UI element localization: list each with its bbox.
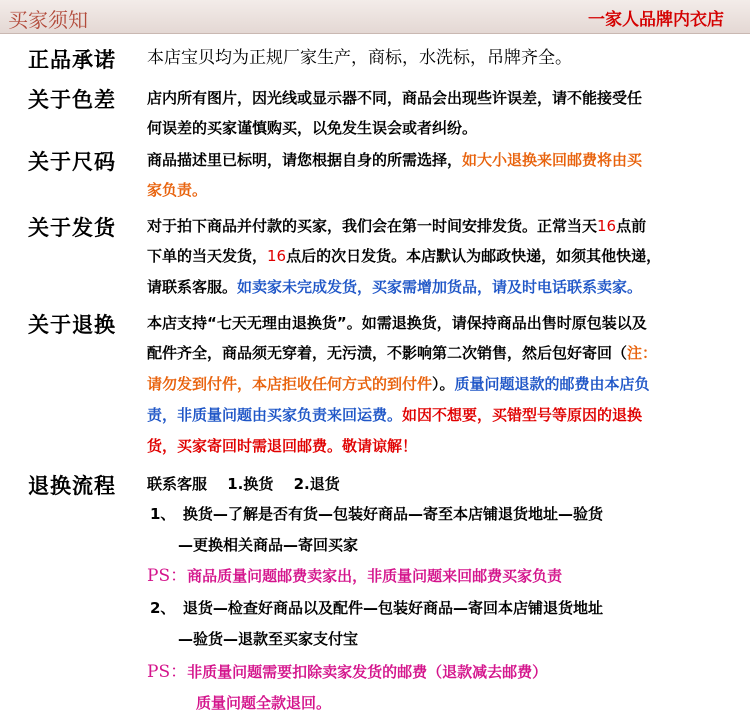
returns-unwanted-note: 如因不想要，买错型号等原因的退换: [402, 406, 643, 424]
process-exchange-step-1: 1、 换货—了解是否有货—包装好商品—寄至本店铺退货地址—验货: [150, 505, 603, 523]
process-contact-line: 联系客服 1.换货 2.退货: [147, 475, 340, 493]
color-diff-line-2: 何误差的买家谨慎购买，以免发生误会或者纠纷。: [147, 119, 478, 137]
returns-quality-note: 质量问题退款的邮费由本店负: [454, 375, 650, 393]
ps-text-1: 商品质量问题邮费卖家出，非质量问题来回邮费买家负责: [187, 567, 563, 585]
size-line-1: [147, 150, 642, 170]
returns-line-5: 货，买家寄回时需退回邮费。敬请谅解！: [147, 437, 418, 455]
returns-line-4: [147, 405, 642, 425]
returns-line-1: 本店支持“七天无理由退换货”。如需退换货，请保持商品出售时原包装以及: [147, 314, 647, 332]
returns-cod-note: 请勿发到付件，本店拒收任何方式的到付件: [147, 375, 433, 393]
page-title: 买家须知: [8, 8, 88, 32]
shipping-line-2: [147, 246, 661, 266]
shipping-contact-text: 请联系客服。: [147, 278, 238, 296]
process-ps-2: [147, 662, 547, 682]
returns-line-3: [147, 374, 650, 394]
shipping-hour-2: 16: [267, 247, 287, 265]
section-label-shipping: 关于发货: [28, 215, 116, 240]
section-label-color-diff: 关于色差: [28, 87, 116, 112]
section-label-genuine: 正品承诺: [28, 47, 116, 72]
process-exchange-step-2: —更换相关商品—寄回买家: [178, 536, 359, 554]
section-label-returns: 关于退换: [28, 312, 116, 337]
genuine-text: 本店宝贝均为正规厂家生产，商标，水洗标，吊牌齐全。: [147, 48, 572, 68]
process-return-step-1: 2、 退货—检查好商品以及配件—包装好商品—寄回本店铺退货地址: [150, 599, 603, 617]
shipping-text-1b: 点前: [616, 217, 647, 235]
returns-line-2: [147, 343, 657, 363]
size-text: 商品描述里已标明，请您根据自身的所需选择，: [147, 151, 463, 169]
shipping-line-1: [147, 216, 646, 236]
header-bar: [0, 0, 750, 34]
shipping-line-3: [147, 277, 642, 297]
returns-note-label: 注：: [627, 344, 658, 362]
shipping-text-2a: 下单的当天发货，: [147, 247, 268, 265]
section-label-process: 退换流程: [28, 473, 116, 498]
shipping-text-1a: 对于拍下商品并付款的买家，我们会在第一时间安排发货。正常当天: [147, 217, 598, 235]
section-label-size: 关于尺码: [28, 149, 116, 174]
ps-text-2: 非质量问题需要扣除卖家发货的邮费（退款减去邮费）: [187, 663, 548, 681]
size-refund-note: 如大小退换来回邮费将由买: [462, 151, 643, 169]
store-name: 一家人品牌内衣店: [588, 10, 724, 30]
shipping-text-2b: 点后的次日发货。本店默认为邮政快递，如须其他快递，: [286, 247, 662, 265]
process-ps-2-cont: 质量问题全款退回。: [196, 694, 332, 712]
size-line-2: 家负责。: [147, 181, 208, 199]
color-diff-line-1: 店内所有图片，因光线或显示器不同，商品会出现些许误差，请不能接受任: [147, 89, 643, 107]
shipping-add-items-note: 如卖家未完成发货，买家需增加货品，请及时电话联系卖家。: [237, 278, 643, 296]
ps-label-1: PS：: [147, 566, 188, 586]
returns-paren: ）。: [432, 375, 455, 393]
process-return-step-2: —验货—退款至买家支付宝: [178, 630, 359, 648]
returns-quality-note-cont: 责，非质量问题由买家负责来回运费。: [147, 406, 403, 424]
process-ps-1: [147, 566, 562, 586]
ps-label-2: PS：: [147, 662, 188, 682]
returns-text-2: 配件齐全，商品须无穿着，无污渍，不影响第二次销售，然后包好寄回（: [147, 344, 628, 362]
shipping-hour-1: 16: [597, 217, 617, 235]
